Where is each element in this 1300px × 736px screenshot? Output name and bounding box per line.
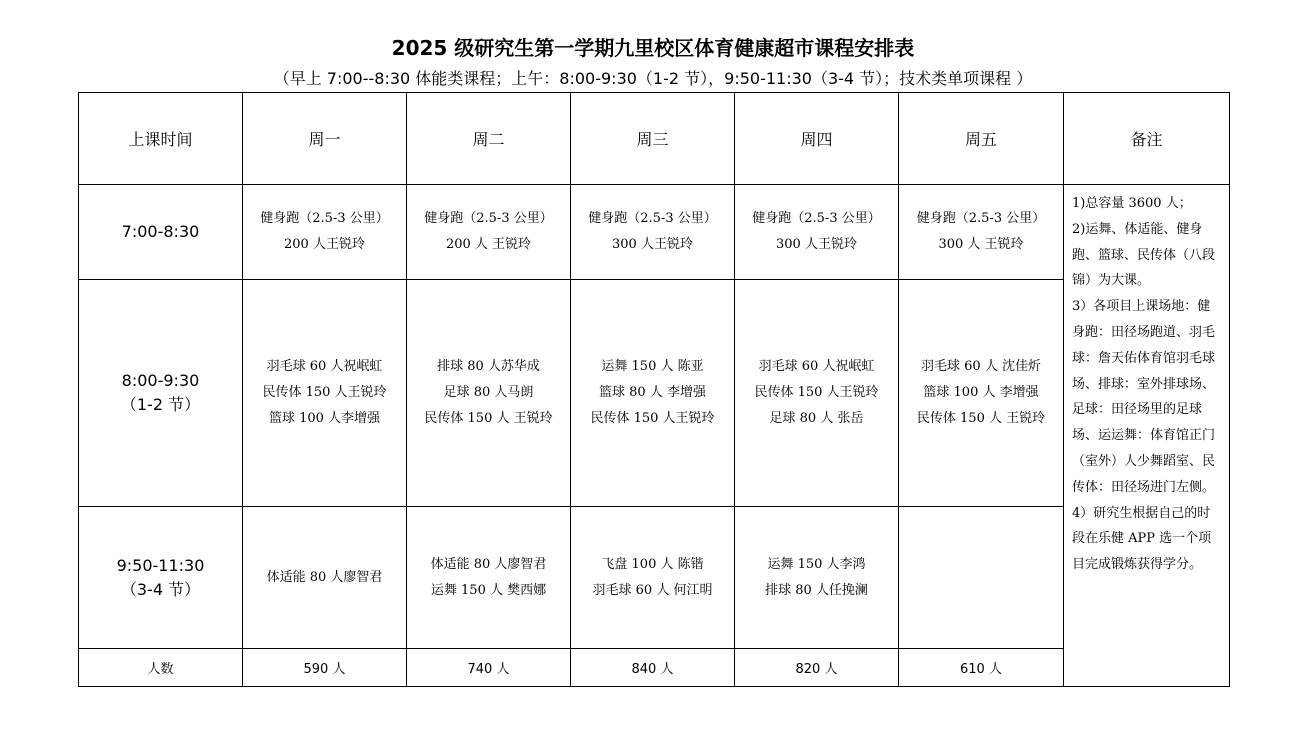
- course-cell-friday: [899, 507, 1064, 649]
- note-line: 3）各项目上课场地：健身跑：田径场跑道、羽毛球：詹天佑体育馆羽毛球场、排球：室外排球场、足球：田径场里的足球场、运运舞：体育馆正门（室外）人少舞蹈室、民传体：田径场进门左侧。: [1072, 299, 1216, 495]
- course-line: 飞盘 100 人 陈锴: [601, 556, 704, 572]
- course-cell-tuesday: [407, 507, 571, 649]
- course-line: 篮球 80 人 李增强: [599, 385, 706, 400]
- course-line: 健身跑（2.5-3 公里）: [424, 211, 553, 226]
- header-wednesday: 周三: [571, 93, 735, 185]
- course-cell-thursday: [735, 507, 899, 649]
- course-cell-thursday: [735, 185, 899, 280]
- time-slot-label: 7:00-8:30: [121, 222, 200, 241]
- count-friday: 610 人: [899, 649, 1064, 687]
- note-line: 4）研究生根据自己的时段在乐健 APP 选一个项目完成锻炼获得学分。: [1072, 505, 1212, 573]
- time-slot-label: 9:50-11:30: [116, 555, 205, 575]
- count-label: 人数: [79, 649, 243, 687]
- course-cell-thursday: [735, 280, 899, 507]
- course-line: 足球 80 人 张岳: [769, 411, 864, 426]
- header-notes: 备注: [1064, 93, 1230, 185]
- course-cell-monday: [243, 185, 407, 280]
- course-line: 健身跑（2.5-3 公里）: [916, 211, 1046, 226]
- count-tuesday: 740 人: [407, 649, 571, 687]
- course-line: 羽毛球 60 人 沈佳炘: [921, 359, 1041, 374]
- header-monday: 周一: [243, 93, 407, 185]
- course-line: 300 人 王锐玲: [938, 237, 1024, 252]
- note-line: 1)总容量 3600 人；: [1072, 196, 1192, 211]
- course-cell-tuesday: [407, 185, 571, 280]
- course-line: 排球 80 人苏华成: [437, 359, 540, 374]
- count-thursday: 820 人: [735, 649, 899, 687]
- course-line: 篮球 100 人李增强: [268, 411, 381, 426]
- header-row: [79, 93, 1230, 185]
- course-line: 羽毛球 60 人 何江明: [592, 582, 713, 598]
- note-line: 2)运舞、体适能、健身跑、篮球、民传体（八段锦）为大课。: [1072, 221, 1216, 289]
- course-cell-tuesday: [407, 280, 571, 507]
- course-line: 200 人王锐玲: [284, 237, 365, 252]
- time-slot-cell: [79, 185, 243, 280]
- course-cell-wednesday: [571, 280, 735, 507]
- course-line: 运舞 150 人 樊西娜: [430, 582, 547, 598]
- time-slot-cell: [79, 507, 243, 649]
- course-cell-friday: [899, 280, 1064, 507]
- table-row: [79, 507, 1230, 649]
- header-friday: 周五: [899, 93, 1064, 185]
- course-line: 羽毛球 60 人祝岷虹: [758, 359, 875, 374]
- course-cell-monday: [243, 280, 407, 507]
- header-time: 上课时间: [79, 93, 243, 185]
- course-line: 羽毛球 60 人祝岷虹: [266, 359, 383, 374]
- course-line: 足球 80 人马朗: [443, 385, 534, 400]
- course-line: 民传体 150 人 王锐玲: [424, 411, 553, 426]
- course-line: 体适能 80 人廖智君: [266, 569, 383, 585]
- course-line: 300 人王锐玲: [776, 237, 857, 252]
- course-line: 300 人王锐玲: [612, 237, 693, 252]
- time-slot-cell: [79, 280, 243, 507]
- notes-cell: [1064, 185, 1230, 687]
- course-line: 运舞 150 人 陈亚: [601, 359, 704, 374]
- count-row: [79, 649, 1230, 687]
- course-line: 健身跑（2.5-3 公里）: [260, 211, 389, 226]
- time-slot-label: 8:00-9:30: [121, 371, 200, 390]
- header-thursday: 周四: [735, 93, 899, 185]
- table-row: [79, 185, 1230, 280]
- course-line: 运舞 150 人李鸿: [767, 556, 866, 572]
- course-line: 健身跑（2.5-3 公里）: [752, 211, 881, 226]
- course-line: 民传体 150 人王锐玲: [262, 385, 387, 400]
- course-cell-wednesday: [571, 185, 735, 280]
- page-title: 2025 级研究生第一学期九里校区体育健康超市课程安排表: [391, 36, 915, 60]
- header-tuesday: 周二: [407, 93, 571, 185]
- course-line: 体适能 80 人廖智君: [430, 556, 547, 572]
- course-line: 篮球 100 人 李增强: [923, 385, 1039, 400]
- course-cell-friday: [899, 185, 1064, 280]
- table-row: [79, 280, 1230, 507]
- course-line: 200 人 王锐玲: [445, 237, 532, 252]
- course-line: 健身跑（2.5-3 公里）: [588, 211, 717, 226]
- page-subtitle: （早上 7:00--8:30 体能类课程；上午：8:00-9:30（1-2 节），9:50-11:30（3-4 节）；技术类单项课程 ）: [273, 69, 1033, 88]
- course-line: 民传体 150 人王锐玲: [590, 411, 715, 426]
- course-line: 民传体 150 人王锐玲: [754, 385, 879, 400]
- course-cell-monday: [243, 507, 407, 649]
- course-cell-wednesday: [571, 507, 735, 649]
- count-monday: 590 人: [243, 649, 407, 687]
- count-wednesday: 840 人: [571, 649, 735, 687]
- period-label: （3-4 节）: [120, 579, 201, 599]
- period-label: （1-2 节）: [120, 395, 201, 414]
- course-line: 民传体 150 人 王锐玲: [916, 411, 1046, 426]
- schedule-table: [78, 92, 1230, 687]
- course-line: 排球 80 人任挽澜: [765, 582, 868, 598]
